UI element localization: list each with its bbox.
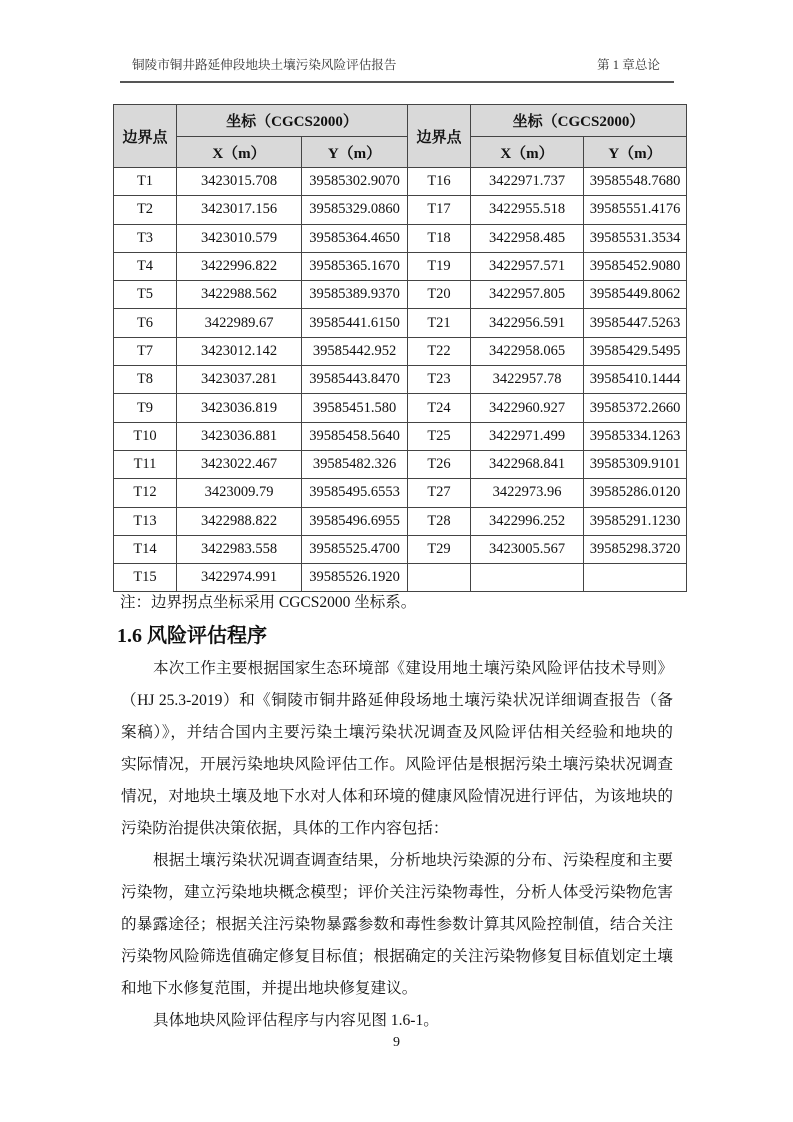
y-coordinate-cell: 39585531.3534	[584, 224, 687, 252]
boundary-point-cell: T3	[114, 224, 177, 252]
boundary-point-cell: T20	[408, 281, 471, 309]
paragraph	[121, 1005, 673, 1037]
x-coordinate-cell: 3422996.822	[177, 252, 302, 280]
x-coordinate-cell: 3422956.591	[471, 309, 584, 337]
y-coordinate-cell: 39585443.8470	[302, 366, 408, 394]
paragraph-line: 污染物，建立污染地块概念模型；评价关注污染物毒性，分析人体受污染物危害	[121, 884, 673, 901]
y-coordinate-cell: 39585286.0120	[584, 479, 687, 507]
header-y: Y（m）	[584, 137, 687, 168]
table-row	[114, 507, 687, 535]
table-row	[114, 450, 687, 478]
page-number: 9	[393, 1035, 400, 1050]
x-coordinate-cell: 3422989.67	[177, 309, 302, 337]
y-coordinate-cell: 39585298.3720	[584, 535, 687, 563]
x-coordinate-cell: 3423005.567	[471, 535, 584, 563]
table-row	[114, 224, 687, 252]
empty-cell	[471, 564, 584, 592]
table-row	[114, 281, 687, 309]
y-coordinate-cell: 39585441.6150	[302, 309, 408, 337]
table-note: 注：边界拐点坐标采用 CGCS2000 坐标系。	[120, 594, 417, 611]
table-row	[114, 535, 687, 563]
y-coordinate-cell: 39585447.5263	[584, 309, 687, 337]
table-row	[114, 309, 687, 337]
x-coordinate-cell: 3422957.571	[471, 252, 584, 280]
x-coordinate-cell: 3423022.467	[177, 450, 302, 478]
table-subheader-row	[114, 137, 687, 168]
boundary-point-cell: T10	[114, 422, 177, 450]
boundary-point-cell: T12	[114, 479, 177, 507]
boundary-point-cell: T5	[114, 281, 177, 309]
running-header-title: 铜陵市铜井路延伸段地块土壤污染风险评估报告	[132, 58, 397, 72]
x-coordinate-cell: 3422974.991	[177, 564, 302, 592]
paragraph-line: 和地下水修复范围，并提出地块修复建议。	[121, 980, 418, 997]
boundary-point-cell: T22	[408, 337, 471, 365]
x-coordinate-cell: 3422996.252	[471, 507, 584, 535]
x-coordinate-cell: 3423015.708	[177, 168, 302, 196]
paragraph	[121, 653, 673, 845]
y-coordinate-cell: 39585548.7680	[584, 168, 687, 196]
empty-cell	[584, 564, 687, 592]
boundary-point-cell: T7	[114, 337, 177, 365]
x-coordinate-cell: 3422971.499	[471, 422, 584, 450]
table-body	[114, 168, 687, 592]
paragraph	[121, 845, 673, 1005]
y-coordinate-cell: 39585525.4700	[302, 535, 408, 563]
section-heading: 1.6 风险评估程序	[117, 625, 267, 647]
boundary-point-cell: T6	[114, 309, 177, 337]
y-coordinate-cell: 39585389.9370	[302, 281, 408, 309]
y-coordinate-cell: 39585526.1920	[302, 564, 408, 592]
y-coordinate-cell: 39585291.1230	[584, 507, 687, 535]
boundary-point-cell: T15	[114, 564, 177, 592]
x-coordinate-cell: 3423012.142	[177, 337, 302, 365]
x-coordinate-cell: 3422957.805	[471, 281, 584, 309]
header-boundary-point: 边界点	[408, 105, 471, 168]
header-boundary-point: 边界点	[114, 105, 177, 168]
y-coordinate-cell: 39585495.6553	[302, 479, 408, 507]
header-divider	[120, 81, 674, 83]
table-row	[114, 564, 687, 592]
empty-cell	[408, 564, 471, 592]
boundary-point-cell: T8	[114, 366, 177, 394]
y-coordinate-cell: 39585365.1670	[302, 252, 408, 280]
x-coordinate-cell: 3422958.065	[471, 337, 584, 365]
boundary-point-cell: T25	[408, 422, 471, 450]
y-coordinate-cell: 39585449.8062	[584, 281, 687, 309]
section-body	[121, 653, 673, 1037]
y-coordinate-cell: 39585334.1263	[584, 422, 687, 450]
y-coordinate-cell: 39585451.580	[302, 394, 408, 422]
boundary-coordinates-table	[113, 104, 687, 592]
boundary-point-cell: T11	[114, 450, 177, 478]
paragraph-line: 实际情况，开展污染地块风险评估工作。风险评估是根据污染土壤污染状况调查	[121, 756, 673, 773]
x-coordinate-cell: 3423037.281	[177, 366, 302, 394]
table-row	[114, 196, 687, 224]
boundary-point-cell: T16	[408, 168, 471, 196]
x-coordinate-cell: 3423010.579	[177, 224, 302, 252]
paragraph-line: 具体地块风险评估程序与内容见图 1.6-1。	[153, 1012, 439, 1029]
x-coordinate-cell: 3422968.841	[471, 450, 584, 478]
paragraph-line: 根据土壤污染状况调查调查结果，分析地块污染源的分布、污染程度和主要	[153, 852, 673, 869]
boundary-point-cell: T4	[114, 252, 177, 280]
header-x: X（m）	[471, 137, 584, 168]
boundary-point-cell: T14	[114, 535, 177, 563]
boundary-point-cell: T28	[408, 507, 471, 535]
header-y: Y（m）	[302, 137, 408, 168]
header-coordinate-system: 坐标（CGCS2000）	[177, 105, 408, 137]
paragraph-line: （HJ 25.3-2019）和《铜陵市铜井路延伸段场地土壤污染状况详细调查报告（备	[121, 692, 673, 709]
boundary-point-cell: T26	[408, 450, 471, 478]
y-coordinate-cell: 39585410.1444	[584, 366, 687, 394]
header-x: X（m）	[177, 137, 302, 168]
y-coordinate-cell: 39585429.5495	[584, 337, 687, 365]
x-coordinate-cell: 3422983.558	[177, 535, 302, 563]
boundary-point-cell: T19	[408, 252, 471, 280]
y-coordinate-cell: 39585458.5640	[302, 422, 408, 450]
table-header-row	[114, 105, 687, 137]
paragraph-line: 案稿）》，并结合国内主要污染土壤污染状况调查及风险评估相关经验和地块的	[121, 724, 673, 741]
y-coordinate-cell: 39585302.9070	[302, 168, 408, 196]
table-row	[114, 366, 687, 394]
x-coordinate-cell: 3423009.79	[177, 479, 302, 507]
boundary-point-cell: T24	[408, 394, 471, 422]
x-coordinate-cell: 3422988.562	[177, 281, 302, 309]
boundary-point-cell: T23	[408, 366, 471, 394]
y-coordinate-cell: 39585442.952	[302, 337, 408, 365]
y-coordinate-cell: 39585372.2660	[584, 394, 687, 422]
table-row	[114, 337, 687, 365]
header-coordinate-system: 坐标（CGCS2000）	[471, 105, 687, 137]
paragraph-line: 情况，对地块土壤及地下水对人体和环境的健康风险情况进行评估，为该地块的	[121, 788, 673, 805]
paragraph-line: 污染物风险筛选值确定修复目标值；根据确定的关注污染物修复目标值划定土壤	[121, 948, 673, 965]
paragraph-line: 的暴露途径；根据关注污染物暴露参数和毒性参数计算其风险控制值，结合关注	[121, 916, 673, 933]
x-coordinate-cell: 3422960.927	[471, 394, 584, 422]
y-coordinate-cell: 39585551.4176	[584, 196, 687, 224]
boundary-point-cell: T1	[114, 168, 177, 196]
x-coordinate-cell: 3422955.518	[471, 196, 584, 224]
y-coordinate-cell: 39585482.326	[302, 450, 408, 478]
y-coordinate-cell: 39585329.0860	[302, 196, 408, 224]
x-coordinate-cell: 3422957.78	[471, 366, 584, 394]
x-coordinate-cell: 3422958.485	[471, 224, 584, 252]
boundary-point-cell: T9	[114, 394, 177, 422]
running-header-chapter: 第 1 章总论	[597, 58, 660, 72]
x-coordinate-cell: 3423036.881	[177, 422, 302, 450]
y-coordinate-cell: 39585309.9101	[584, 450, 687, 478]
boundary-point-cell: T27	[408, 479, 471, 507]
boundary-point-cell: T17	[408, 196, 471, 224]
x-coordinate-cell: 3423017.156	[177, 196, 302, 224]
paragraph-line: 污染防治提供决策依据，具体的工作内容包括：	[121, 820, 449, 837]
table-row	[114, 479, 687, 507]
paragraph-line: 本次工作主要根据国家生态环境部《建设用地土壤污染风险评估技术导则》	[153, 660, 673, 677]
y-coordinate-cell: 39585364.4650	[302, 224, 408, 252]
boundary-point-cell: T13	[114, 507, 177, 535]
boundary-point-cell: T29	[408, 535, 471, 563]
boundary-point-cell: T2	[114, 196, 177, 224]
x-coordinate-cell: 3422971.737	[471, 168, 584, 196]
boundary-point-cell: T21	[408, 309, 471, 337]
x-coordinate-cell: 3422973.96	[471, 479, 584, 507]
boundary-point-cell: T18	[408, 224, 471, 252]
table-row	[114, 394, 687, 422]
table-row	[114, 252, 687, 280]
table-row	[114, 422, 687, 450]
table-row	[114, 168, 687, 196]
x-coordinate-cell: 3423036.819	[177, 394, 302, 422]
y-coordinate-cell: 39585452.9080	[584, 252, 687, 280]
x-coordinate-cell: 3422988.822	[177, 507, 302, 535]
y-coordinate-cell: 39585496.6955	[302, 507, 408, 535]
